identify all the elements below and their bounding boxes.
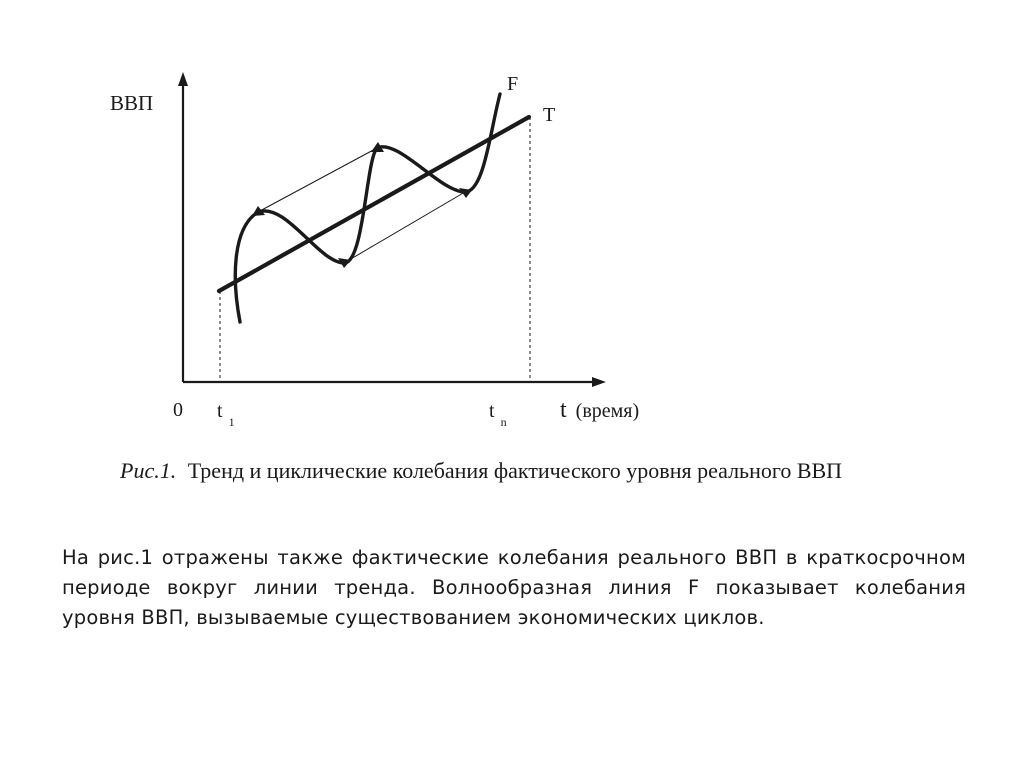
caption-prefix: Рис.1. xyxy=(120,458,177,483)
tn-label xyxy=(489,400,507,429)
t1-label xyxy=(217,400,235,429)
peak-connector-line xyxy=(258,148,377,212)
trend-line-t xyxy=(219,117,529,291)
curve-label-f: F xyxy=(507,73,519,95)
slide-body-text: На рис.1 отражены также фактические колебания реального ВВП в краткосрочном периоде вокруг линии тренда. Волнообразная линия F показывает колебания уровня ВВП, вызываемые существованием экономических циклов. xyxy=(62,546,966,629)
t1-base: t xyxy=(217,400,223,422)
x-axis-label xyxy=(560,397,639,423)
y-axis-label: ВВП xyxy=(110,91,154,115)
y-axis-arrow-icon xyxy=(178,72,188,86)
x-axis-label-main: t xyxy=(560,397,567,423)
caption-text: Тренд и циклические колебания фактического уровня реального ВВП xyxy=(187,458,843,483)
x-axis-label-paren: (время) xyxy=(575,400,640,422)
origin-label: 0 xyxy=(173,399,183,421)
trend-label-t: T xyxy=(543,104,556,126)
tn-base: t xyxy=(489,400,495,422)
t1-subscript: 1 xyxy=(228,415,235,429)
x-axis-arrow-icon xyxy=(592,377,606,387)
tn-subscript: n xyxy=(500,415,507,429)
figure-caption xyxy=(119,458,842,483)
